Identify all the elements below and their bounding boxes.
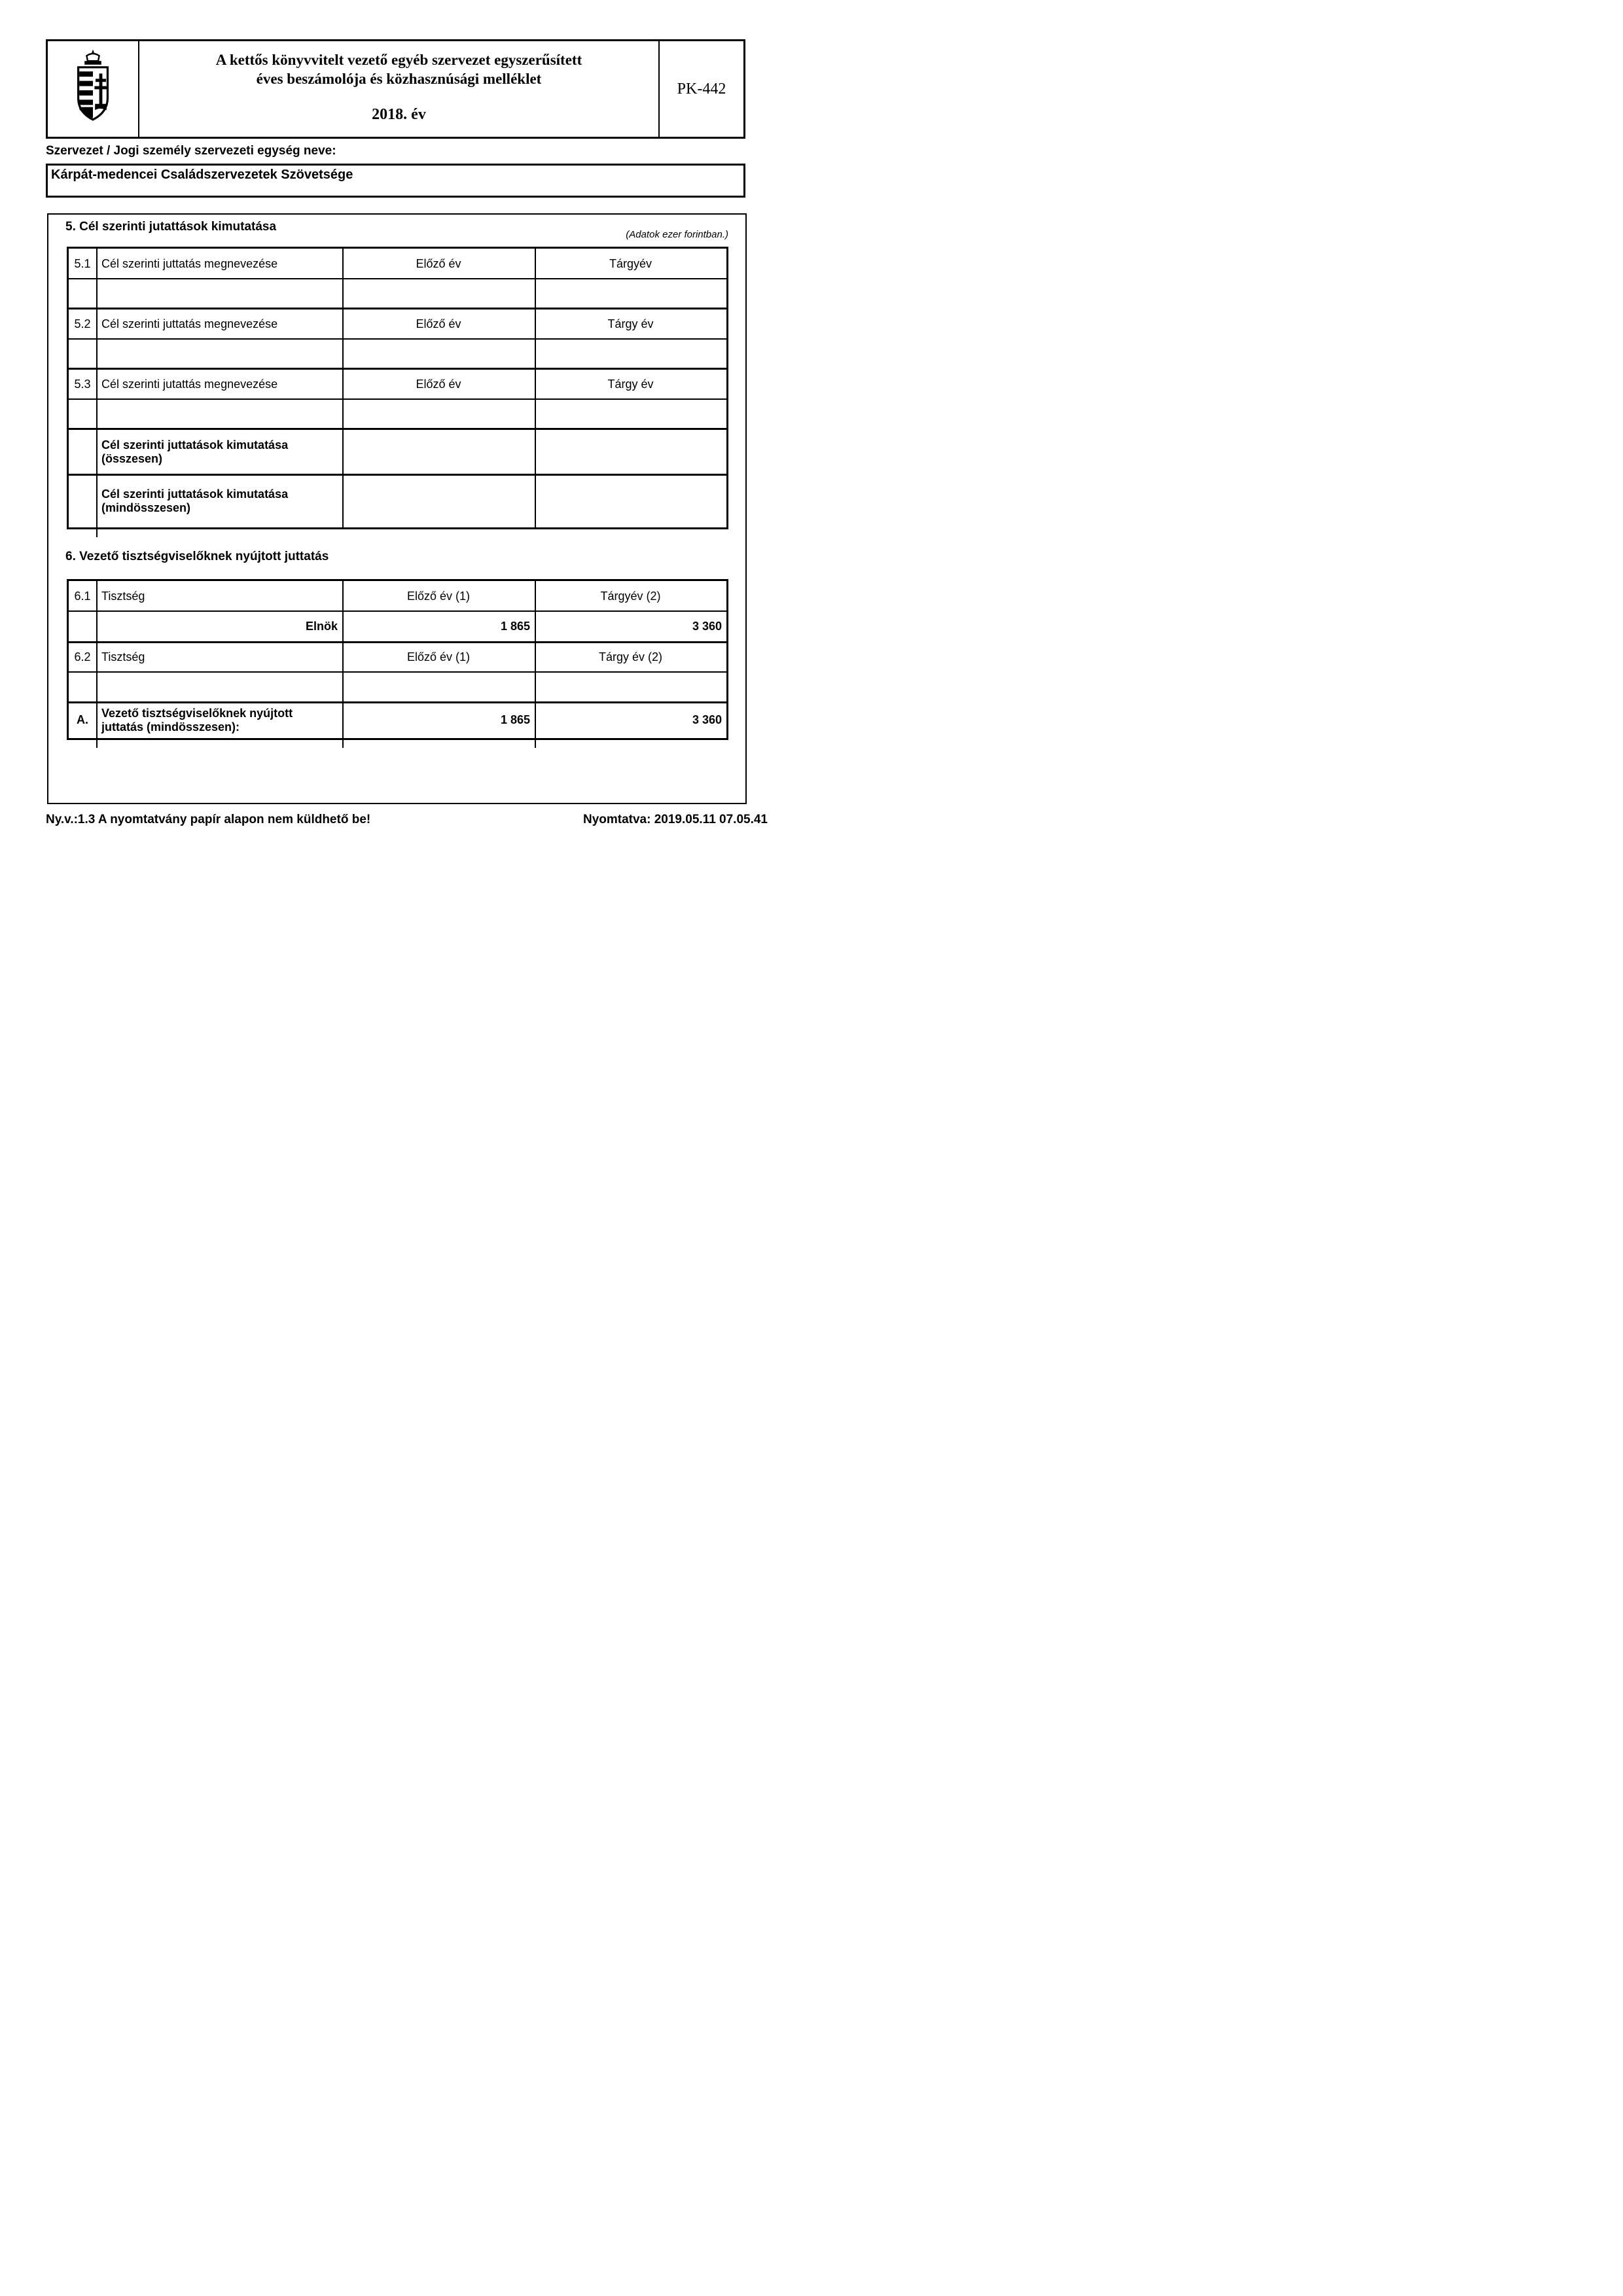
- form-title-line2: éves beszámolója és közhasznúsági melléklet: [256, 71, 542, 87]
- form-code-cell: [658, 41, 743, 137]
- prev-year-value: 1 865: [500, 620, 530, 633]
- form-header: [46, 39, 745, 139]
- col-header-target-year: Tárgyév (2): [600, 589, 661, 603]
- col-header-name: Cél szerinti juttatás megnevezése: [101, 256, 278, 270]
- table-row-empty: [69, 279, 726, 309]
- row-number: 6.1: [74, 589, 91, 603]
- logo-cell: [48, 41, 139, 137]
- row-number: 5.1: [74, 256, 91, 270]
- table6-divider-tail: [535, 740, 536, 748]
- col-header-prev-year: Előző év (1): [406, 650, 471, 663]
- section6-total-label: Vezető tisztségviselőknek nyújtott juttatás (mindösszesen):: [101, 706, 293, 733]
- total-label: Cél szerinti juttatások kimutatása (összesen): [101, 438, 289, 465]
- row-number: 6.2: [74, 650, 91, 663]
- section5-table: [67, 247, 728, 529]
- footer-version-note: Ny.v.:1.3 A nyomtatvány papír alapon nem küldhető be!: [46, 813, 371, 826]
- table-row: [69, 581, 726, 611]
- target-year-total: 3 360: [692, 713, 722, 726]
- table-row-data: [69, 611, 726, 642]
- section5-unit-note: (Adatok ezer forintban.): [626, 229, 728, 240]
- table6-divider-tail: [96, 740, 98, 748]
- col-header-prev-year: Előző év: [416, 317, 461, 330]
- table-row: [69, 642, 726, 672]
- table-row: [69, 309, 726, 339]
- table6-divider-tail: [342, 740, 344, 748]
- table-row: [69, 249, 726, 279]
- org-name-value: Kárpát-medencei Családszervezetek Szövetsége: [51, 168, 353, 182]
- org-name-field: [46, 164, 745, 198]
- form-title: [140, 41, 658, 137]
- section6-table: [67, 579, 728, 740]
- section5-title: 5. Cél szerinti jutattások kimutatása: [65, 220, 277, 234]
- form-title-line1: A kettős könyvvitelt vezető egyéb szervezet egyszerűsített: [215, 52, 582, 68]
- col-header-position: Tisztség: [101, 650, 145, 663]
- col-header-name: Cél szerinti juttatás megnevezése: [101, 317, 278, 330]
- table-row-empty: [69, 339, 726, 369]
- table-row: [69, 369, 726, 399]
- table-row-grand-total: [69, 475, 726, 527]
- section6-title: 6. Vezető tisztségviselőknek nyújtott juttatás: [65, 550, 329, 563]
- org-name-label: Szervezet / Jogi személy szervezeti egység neve:: [46, 144, 336, 158]
- col-header-prev-year: Előző év (1): [406, 589, 471, 603]
- form-code: PK-442: [677, 80, 726, 97]
- table-row-grand-total: [69, 702, 726, 738]
- form-year: 2018. év: [372, 106, 426, 123]
- table-row-total: [69, 429, 726, 475]
- table-row-empty: [69, 399, 726, 429]
- row-letter: A.: [77, 713, 88, 726]
- form-page: [0, 0, 812, 1148]
- row-number: 5.2: [74, 317, 91, 330]
- table-row-empty: [69, 672, 726, 702]
- col-header-target-year: Tárgy év: [607, 377, 654, 391]
- col-header-target-year: Tárgyév: [609, 256, 652, 270]
- footer-print-timestamp: Nyomtatva: 2019.05.11 07.05.41: [582, 813, 768, 826]
- col-header-target-year: Tárgy év (2): [598, 650, 663, 663]
- position-value: Elnök: [305, 620, 338, 633]
- target-year-value: 3 360: [692, 620, 722, 633]
- col-header-prev-year: Előző év: [416, 256, 461, 270]
- col-header-prev-year: Előző év: [416, 377, 461, 391]
- col-header-name: Cél szerinti jutattás megnevezése: [101, 377, 278, 391]
- col-header-target-year: Tárgy év: [607, 317, 654, 330]
- col-header-position: Tisztség: [101, 589, 145, 603]
- grand-total-label: Cél szerinti juttatások kimutatása (mindösszesen): [101, 487, 289, 514]
- table5-divider-tail: [96, 529, 98, 537]
- row-number: 5.3: [74, 377, 91, 391]
- prev-year-total: 1 865: [500, 713, 530, 726]
- hungarian-coat-of-arms-icon: [67, 48, 119, 130]
